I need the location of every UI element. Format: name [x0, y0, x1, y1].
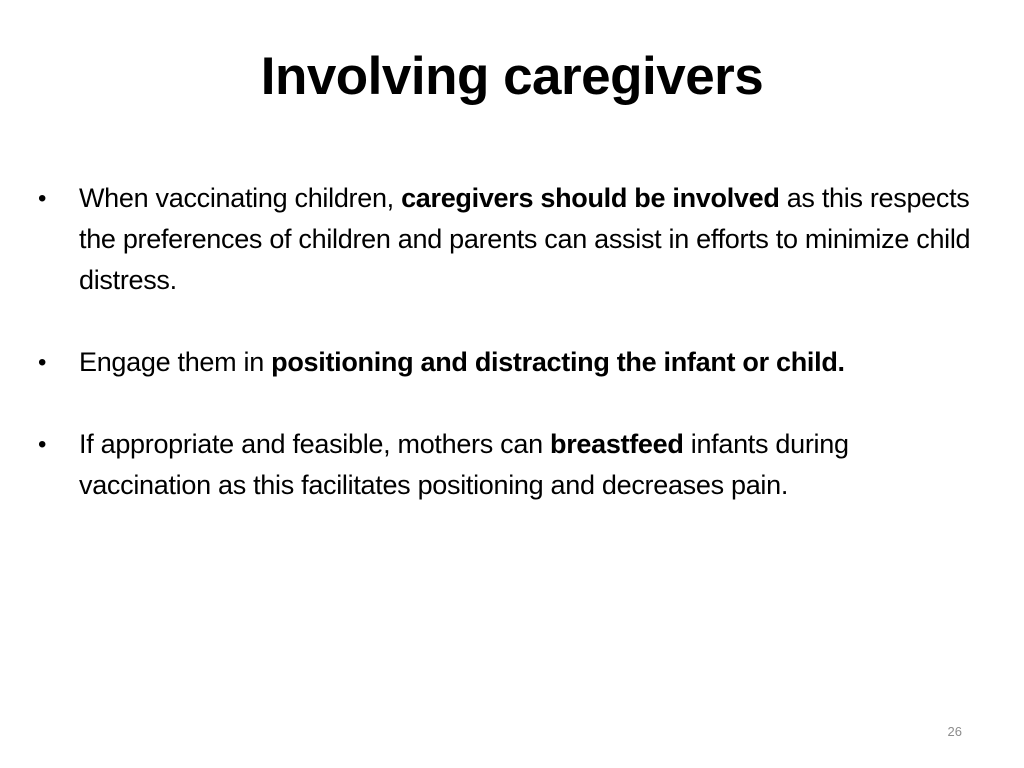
- bullet-text: Engage them in: [79, 347, 272, 377]
- bullet-icon: •: [38, 349, 47, 376]
- bullet-emphasis: positioning and distracting the infant or child.: [271, 347, 845, 377]
- bullet-icon: •: [38, 431, 47, 458]
- bullet-emphasis: breastfeed: [550, 429, 684, 459]
- bullet-emphasis: caregivers should be involved: [401, 183, 780, 213]
- bullet-text: as this respects the preferences of children and parents can assist in efforts to minimize child distress.: [79, 183, 971, 295]
- bullet-item: [36, 178, 986, 301]
- bullet-item: [36, 342, 986, 383]
- bullet-text: If appropriate and feasible, mothers can: [79, 429, 550, 459]
- page-number: 26: [947, 724, 962, 739]
- slide-title: Involving caregivers: [260, 47, 764, 106]
- bullet-icon: •: [38, 185, 47, 212]
- bullet-text: infants during vaccination as this facilitates positioning and decreases pain.: [79, 429, 849, 500]
- bullet-list: [36, 178, 986, 506]
- bullet-item: [36, 424, 986, 506]
- bullet-text: When vaccinating children,: [79, 183, 402, 213]
